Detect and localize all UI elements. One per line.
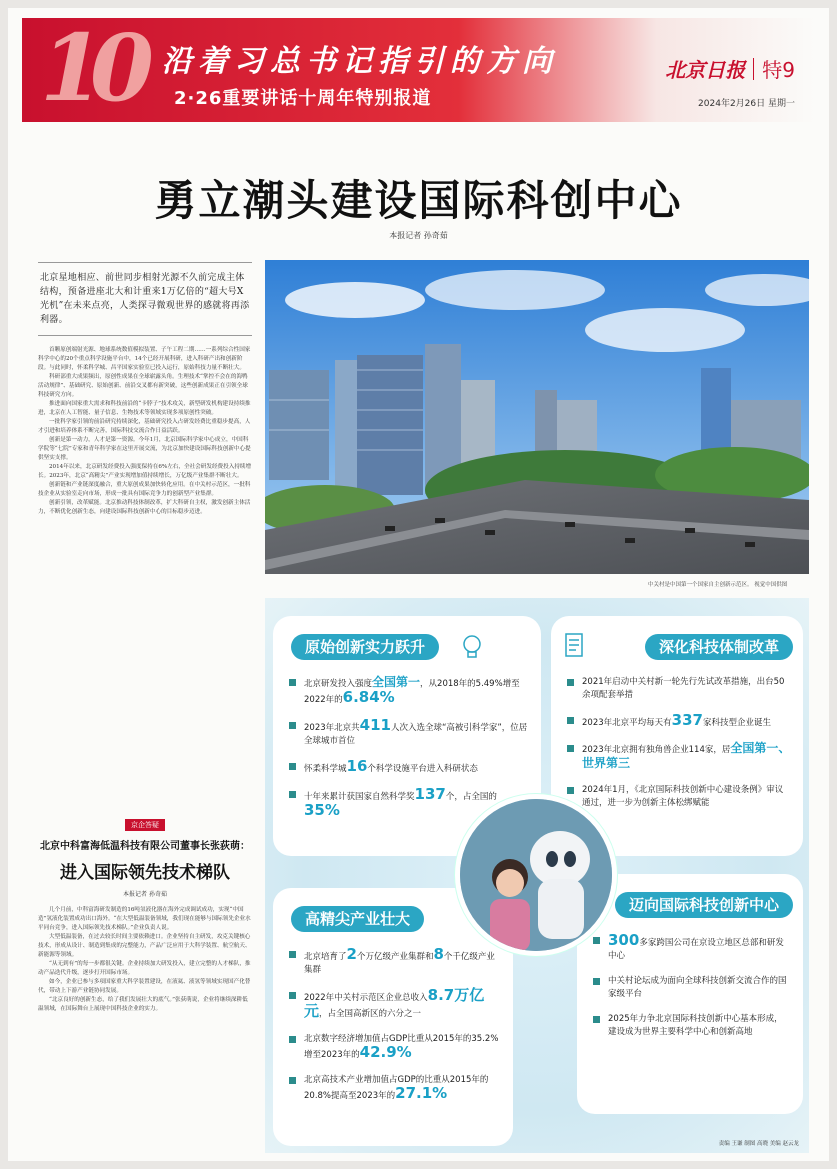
side-kicker: 北京中科富海低温科技有限公司董事长张荻萌： (40, 841, 250, 852)
stat-item: 2023年北京平均每天有337家科技型企业诞生 (567, 714, 791, 730)
panel-title: 迈向国际科技创新中心 (615, 892, 793, 918)
city-photo (265, 260, 809, 574)
side-title: 进入国际领先技术梯队 (60, 863, 230, 883)
side-body (38, 906, 252, 1161)
left-column (38, 262, 252, 1161)
stat-item: 2024年1月，《北京国际科技创新中心建设条例》审议通过，进一步为创新主体松绑赋能 (567, 784, 791, 810)
side-paragraph: 几个月前，中科富海研发制造的16吨氢液化器在海外完成调试成功，实现“中国造”氢液化装置成功出口海外。“在大型低温装备领域，我们现在能够与国际领先企业水平同台竞争，进入国际领先技术梯队。”企业负责人说。 (38, 907, 251, 931)
panel-title: 原始创新实力跃升 (291, 634, 439, 660)
stat-item: 2022年中关村示范区企业总收入8.7万亿元，占全国高新区的六分之一 (289, 989, 501, 1021)
headline: 勇立潮头建设国际科创中心 (154, 176, 683, 225)
side-paragraph: 大型低温装备，在过去较长时间主要依赖进口。企业坚持自主研发，攻克关键核心技术，形成从设计、制造到集成的完整能力，产品广泛应用于大科学装置、航空航天、新能源等领域。 (38, 934, 251, 958)
body-paragraph: 首颗原创端射光源、地球系统数值模拟装置、子午工程二期……一系列综合性国家科学中心的20个重点科学设施平台中，14个已经开展科研，进入科研产出和创新阶段。与此同时，怀柔科学城、昌平国家实验室已投入运行，原始科技力量不断壮大。 (38, 347, 251, 371)
masthead (665, 54, 795, 83)
side-paragraph: 如今，企业已参与多项国家重大科学装置建设，在液氦、液氢等领域实现国产化替代，带动上下游产业链协同发展。 (38, 979, 251, 994)
stat-item: 300多家跨国公司在京设立地区总部和研发中心 (593, 934, 791, 963)
anniversary-banner (22, 14, 815, 122)
stat-item: 2023年北京共411人次入选全球“高被引科学家”，位居全球城市首位 (289, 719, 529, 748)
stat-item: 北京研发投入强度全国第一，从2018年的5.49%增至2022年的6.84% (289, 676, 529, 707)
page-label: 特9 (762, 58, 795, 82)
lead-paragraph: 北京星地相应、前世同步相射光源不久前完成主体结构，预备进座北大和计重来1万亿倍的“超大号X光机”在未来点亮，人类探寻微观世界的感就将再添利器。 (40, 273, 250, 325)
body-paragraph: 创新引领，改革赋能。北京推动科技体制改革，扩大科研自主权，激发创新主体活力，不断优化创新生态，向建设国际科技创新中心的目标稳步迈进。 (38, 500, 251, 515)
photo-caption: 中关村是中国第一个国家自主创新示范区。 视觉中国供图 (648, 582, 788, 588)
body-paragraph: 创新链和产业链深度融合，重大原创成果加快转化应用。在中关村示范区，一批科技企业从实验室走向市场，形成一批具有国际竞争力的创新型产业集群。 (38, 482, 251, 497)
stat-item: 怀柔科学城16个科学设施平台进入科研状态 (289, 760, 529, 776)
panel-title: 高精尖产业壮大 (291, 906, 424, 932)
issue-date: 2024年2月26日 星期一 (698, 99, 795, 109)
side-paragraph: “北京良好的创新生态，给了我们发展壮大的底气。”张荻萌说，企业将继续深耕低温领域，在国际舞台上展现中国科技企业的实力。 (38, 997, 248, 1012)
side-byline: 本报记者 孙奇茹 (123, 891, 167, 898)
banner-slogan: 沿着习总书记指引的方向 (162, 44, 558, 79)
stat-item: 2023年北京拥有独角兽企业114家，居全国第一、世界第三 (567, 742, 791, 772)
lead-box (38, 262, 252, 336)
lightbulb-icon (461, 634, 483, 660)
robot-photo (455, 794, 617, 956)
body-paragraph: 科研部重大成果频出，原创性成果在全球崭露头角。生理技术“掌控不会在的海鸭活动规律”、基础研究、原始创新、前沿交叉都有新突破，这些创新成果正在引领全球科技研究方向。 (38, 374, 248, 398)
panel-international (577, 874, 803, 1114)
stat-item: 2025年力争北京国际科技创新中心基本形成，建设成为世界主要科学中心和创新高地 (593, 1013, 791, 1039)
masthead-name: 北京日报 (665, 58, 746, 82)
body-paragraph: 创新是第一动力，人才是第一资源。今年1月，北京国际科学家中心成立，中国科学院等“七院”专家和青年科学家在这里开展交流，为北京加快建设国际科技创新中心提供坚实支撑。 (38, 437, 251, 461)
panel-title: 深化科技体制改革 (645, 634, 793, 660)
body-paragraph: 2014年以来，北京研发经费投入强度保持在6%左右，全社会研发经费投入持续增长。2023年，北京“高精尖”产业实现增加值持续增长，万亿级产业集群不断壮大。 (38, 464, 252, 479)
infographic-panels (265, 598, 809, 1153)
article-body (38, 346, 252, 806)
credits: 责编 王谦 制图 高晓 美编 赵云龙 (718, 1141, 799, 1147)
section-tag: 京企答疑 (125, 819, 165, 831)
side-paragraph: “从无到有”的每一步都很关键。企业持续加大研发投入，建立完整的人才梯队，推动产品迭代升级，逐步打开国际市场。 (38, 961, 251, 976)
stat-item: 北京高技术产业增加值占GDP的比重从2015年的20.8%提高至2023年的27.1% (289, 1074, 501, 1103)
banner-subtitle: 2·26重要讲话十周年特别报道 (174, 88, 432, 109)
body-paragraph: 推进面向国家重大需求和科技前沿的“卡脖子”技术攻关，新型研发机构建设持续推进，北京在人工智能、量子信息、生物技术等领域实现多项原创性突破。 (38, 401, 251, 416)
newspaper-page (8, 8, 829, 1161)
stat-item: 2021年启动中关村新一轮先行先试改革措施，出台50余项配套举措 (567, 676, 791, 702)
byline: 本报记者 孙奇茹 (389, 231, 448, 240)
masthead-divider (753, 58, 754, 80)
stat-item: 北京培育了2个万亿级产业集群和8个千亿级产业集群 (289, 948, 501, 977)
document-icon (563, 632, 585, 658)
stat-item: 中关村论坛成为面向全球科技创新交流合作的国家级平台 (593, 975, 791, 1001)
stat-item: 北京数字经济增加值占GDP比重从2015年的35.2%增至2023年的42.9% (289, 1033, 501, 1062)
body-paragraph: 一批科学家引领的前沿研究持续深化，基础研究投入占研发经费比重稳步提高，人才引进和培养体系不断完善，国际科技交流合作日益活跃。 (38, 419, 251, 434)
stat-item: 十年来累计获国家自然科学奖137个，占全国的35% (289, 788, 529, 820)
ten-year-emblem: 10 (40, 14, 141, 122)
